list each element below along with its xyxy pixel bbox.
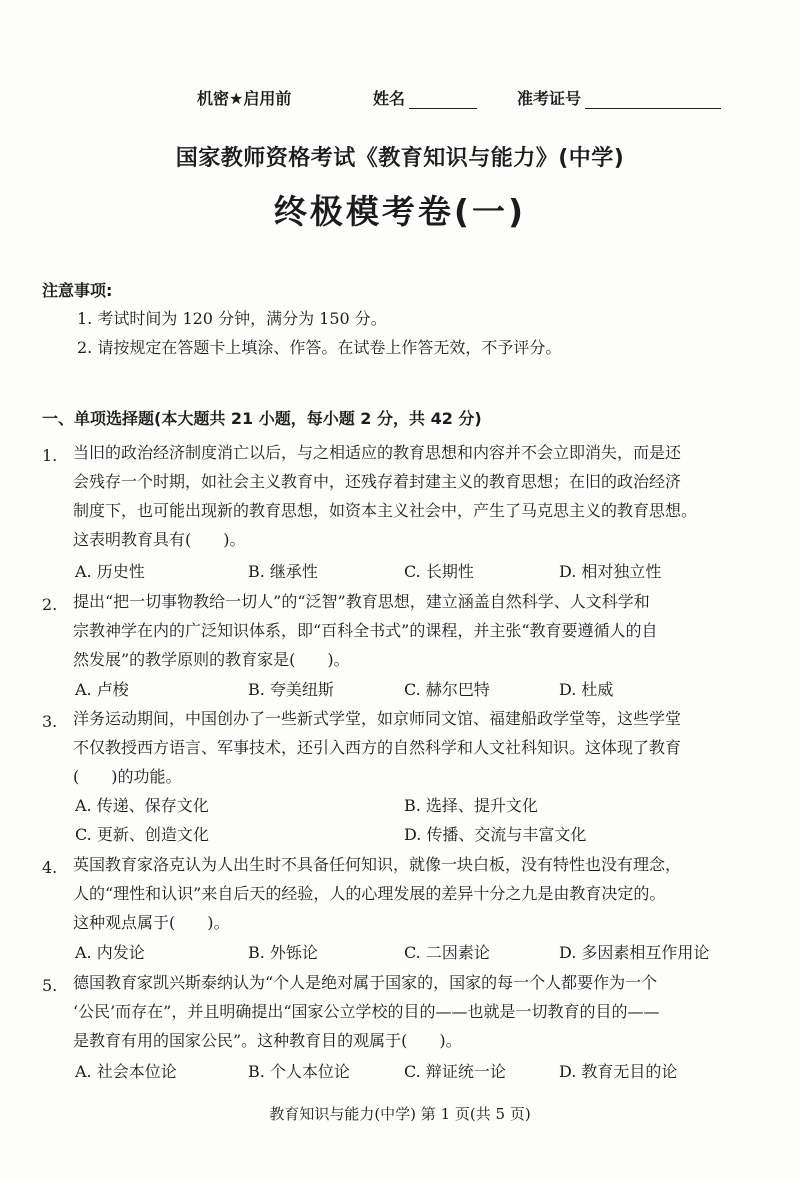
- exam-number-field: [517, 86, 721, 109]
- question-text-line: 洋务运动期间，中国创办了一些新式学堂，如京师同文馆、福建船政学堂等，这些学堂: [73, 709, 682, 728]
- header-row: [0, 86, 800, 110]
- option-b: B. 夸美纽斯: [248, 680, 334, 699]
- page-footer: 教育知识与能力(中学) 第 1 页(共 5 页): [269, 1105, 531, 1123]
- question-number: 5.: [42, 976, 58, 995]
- question-number: 1.: [42, 446, 58, 465]
- question-text-line: 不仅教授西方语言、军事技术，还引入西方的自然科学和人文社科知识。这体现了教育: [73, 738, 682, 757]
- option-b: B. 个人本位论: [248, 1062, 350, 1081]
- question-text-line: ( )的功能。: [73, 767, 182, 786]
- question-text-line: 人的“理性和认识”来自后天的经验，人的心理发展的差异十分之九是由教育决定的。: [73, 884, 666, 903]
- question-text-line: 宗教神学在内的广泛知识体系，即“百科全书式”的课程，并主张“教育要遵循人的自: [73, 621, 658, 640]
- exam-number-label: 准考证号: [517, 89, 582, 108]
- name-blank: [409, 92, 477, 109]
- option-d: D. 杜威: [559, 680, 614, 699]
- section-heading: 一、单项选择题(本大题共 21 小题，每小题 2 分，共 42 分): [42, 409, 482, 428]
- option-b: B. 继承性: [248, 562, 318, 581]
- option-c: C. 赫尔巴特: [404, 680, 490, 699]
- option-a: A. 社会本位论: [75, 1062, 177, 1081]
- question-text-line: 英国教育家洛克认为人出生时不具备任何知识，就像一块白板，没有特性也没有理念，: [73, 855, 682, 874]
- option-b: B. 选择、提升文化: [404, 796, 538, 815]
- option-a: A. 传递、保存文化: [75, 796, 209, 815]
- option-c: C. 更新、创造文化: [75, 825, 209, 844]
- option-d: D. 传播、交流与丰富文化: [404, 825, 587, 844]
- question-number: 4.: [42, 858, 58, 877]
- note-item: 2. 请按规定在答题卡上填涂、作答。在试卷上作答无效，不予评分。: [77, 338, 562, 357]
- option-c: C. 长期性: [404, 562, 474, 581]
- question-number: 2.: [42, 595, 58, 614]
- confidential-mark: 机密★启用前: [197, 89, 292, 108]
- option-a: A. 卢梭: [75, 680, 129, 699]
- question-text-line: 是教育有用的国家公民”。这种教育目的观属于( )。: [73, 1031, 462, 1050]
- option-a: A. 历史性: [75, 562, 145, 581]
- question-text-line: ‘公民’而存在”，并且明确提出“国家公立学校的目的——也就是一切教育的目的——: [73, 1002, 660, 1021]
- option-c: C. 二因素论: [404, 943, 490, 962]
- option-d: D. 多因素相互作用论: [559, 943, 710, 962]
- option-c: C. 辩证统一论: [404, 1062, 506, 1081]
- option-b: B. 外铄论: [248, 943, 318, 962]
- exam-title: 终极模考卷(一): [273, 192, 527, 231]
- name-label: 姓名: [373, 89, 406, 108]
- exam-number-blank: [585, 92, 721, 109]
- option-a: A. 内发论: [75, 943, 145, 962]
- question-text-line: 当旧的政治经济制度消亡以后，与之相适应的教育思想和内容并不会立即消失，而是还: [73, 443, 682, 462]
- question-text-line: 制度下，也可能出现新的教育思想，如资本主义社会中，产生了马克思主义的教育思想。: [73, 501, 698, 520]
- question-text-line: 会残存一个时期，如社会主义教育中，还残存着封建主义的教育思想；在旧的政治经济: [73, 472, 682, 491]
- exam-subtitle: 国家教师资格考试《教育知识与能力》(中学): [175, 146, 625, 171]
- option-d: D. 相对独立性: [559, 562, 662, 581]
- question-number: 3.: [42, 712, 58, 731]
- question-text-line: 提出“把一切事物教给一切人”的“泛智”教育思想，建立涵盖自然科学、人文科学和: [73, 592, 650, 611]
- question-text-line: 这表明教育具有( )。: [73, 530, 246, 549]
- note-item: 1. 考试时间为 120 分钟，满分为 150 分。: [77, 309, 387, 328]
- question-text-line: 这种观点属于( )。: [73, 913, 230, 932]
- question-text-line: 德国教育家凯兴斯泰纳认为“个人是绝对属于国家的，国家的每一个人都要作为一个: [73, 973, 658, 992]
- notes-heading: 注意事项:: [42, 281, 113, 300]
- question-text-line: 然发展”的教学原则的教育家是( )。: [73, 650, 350, 669]
- name-field: [373, 86, 477, 109]
- option-d: D. 教育无目的论: [559, 1062, 678, 1081]
